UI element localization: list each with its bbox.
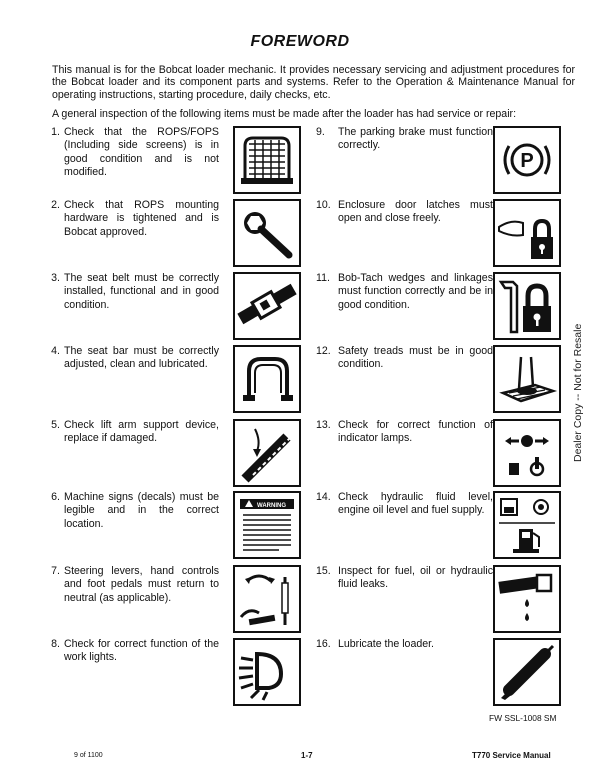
steering-levers-icon [233, 565, 301, 633]
work-light-icon [233, 638, 301, 706]
item-text: The seat bar must be correctly adjusted, clean and lubricated. [64, 345, 219, 371]
item-number: 16. [316, 638, 331, 650]
item-number: 15. [316, 565, 331, 577]
item-text: The seat belt must be correctly installed, functional and in good condition. [64, 272, 219, 311]
item-number: 6. [51, 491, 60, 503]
decal-warning-label: WARNING [257, 503, 286, 509]
item-number: 8. [51, 638, 60, 650]
item-number: 11. [316, 272, 330, 284]
wrench-bolt-icon [233, 199, 301, 267]
safety-tread-icon [493, 345, 561, 413]
fluid-leak-icon [493, 565, 561, 633]
bob-tach-lock-icon [493, 272, 561, 340]
indicator-lamps-icon [493, 419, 561, 487]
item-text: Check for correct function of the work lights. [64, 638, 219, 664]
item-text: Lubricate the loader. [338, 638, 435, 650]
item-text: Check for correct function of indicator lamps. [338, 419, 493, 445]
rops-cab-icon [233, 126, 301, 194]
grease-gun-icon [493, 638, 561, 706]
figure-code: FW SSL-1008 SM [489, 713, 557, 723]
item-number: 13. [316, 419, 331, 431]
item-text: Steering levers, hand controls and foot pedals must return to neutral (as applicable). [64, 565, 219, 604]
warning-decal-icon [233, 491, 301, 559]
item-number: 3. [51, 272, 60, 284]
general-inspection-text: A general inspection of the following items must be made after the loader has had service or repair: [52, 108, 517, 120]
footer-page-count: 9 of 1100 [74, 752, 103, 759]
item-text: Enclosure door latches must open and close freely. [338, 199, 493, 225]
item-text: Safety treads must be in good condition. [338, 345, 493, 371]
item-number: 1. [51, 126, 60, 138]
item-text: Check that ROPS mounting hardware is tightened and is Bobcat approved. [64, 199, 219, 238]
door-latch-lock-icon [493, 199, 561, 267]
svg-text:P: P [520, 150, 534, 172]
item-number: 4. [51, 345, 60, 357]
footer-manual-title: T770 Service Manual [472, 751, 551, 760]
item-text: Check hydraulic fluid level, engine oil level and fuel supply. [338, 491, 493, 517]
item-number: 12. [316, 345, 331, 357]
item-number: 10. [316, 199, 331, 211]
item-number: 7. [51, 565, 60, 577]
parking-brake-icon [493, 126, 561, 194]
item-number: 2. [51, 199, 60, 211]
seat-belt-icon [233, 272, 301, 340]
lift-arm-support-icon [233, 419, 301, 487]
item-text: Check lift arm support device, replace if damaged. [64, 419, 219, 445]
item-number: 9. [316, 126, 325, 138]
item-number: 14. [316, 491, 331, 503]
footer-page-number: 1-7 [301, 751, 313, 760]
fluid-levels-icon [493, 491, 561, 559]
item-text: The parking brake must function correctly. [338, 126, 493, 152]
item-number: 5. [51, 419, 60, 431]
item-text: Inspect for fuel, oil or hydraulic fluid leaks. [338, 565, 493, 591]
seat-bar-icon [233, 345, 301, 413]
intro-paragraph: This manual is for the Bobcat loader mechanic. It provides necessary servicing and adjustment procedures for the Bobcat loader and its component parts and systems. Refer to the Operation & Maintenance Manual for operating instructions, starting procedure, daily checks, etc. [52, 64, 575, 101]
dealer-copy-watermark: Dealer Copy -- Not for Resale [572, 323, 584, 462]
item-text: Bob-Tach wedges and linkages must function correctly and be in good condition. [338, 272, 493, 311]
item-text: Check that the ROPS/FOPS (Including side screens) is in good condition and is not modified. [64, 126, 219, 178]
item-text: Machine signs (decals) must be legible and in the correct location. [64, 491, 219, 530]
page-title: FOREWORD [250, 33, 350, 50]
